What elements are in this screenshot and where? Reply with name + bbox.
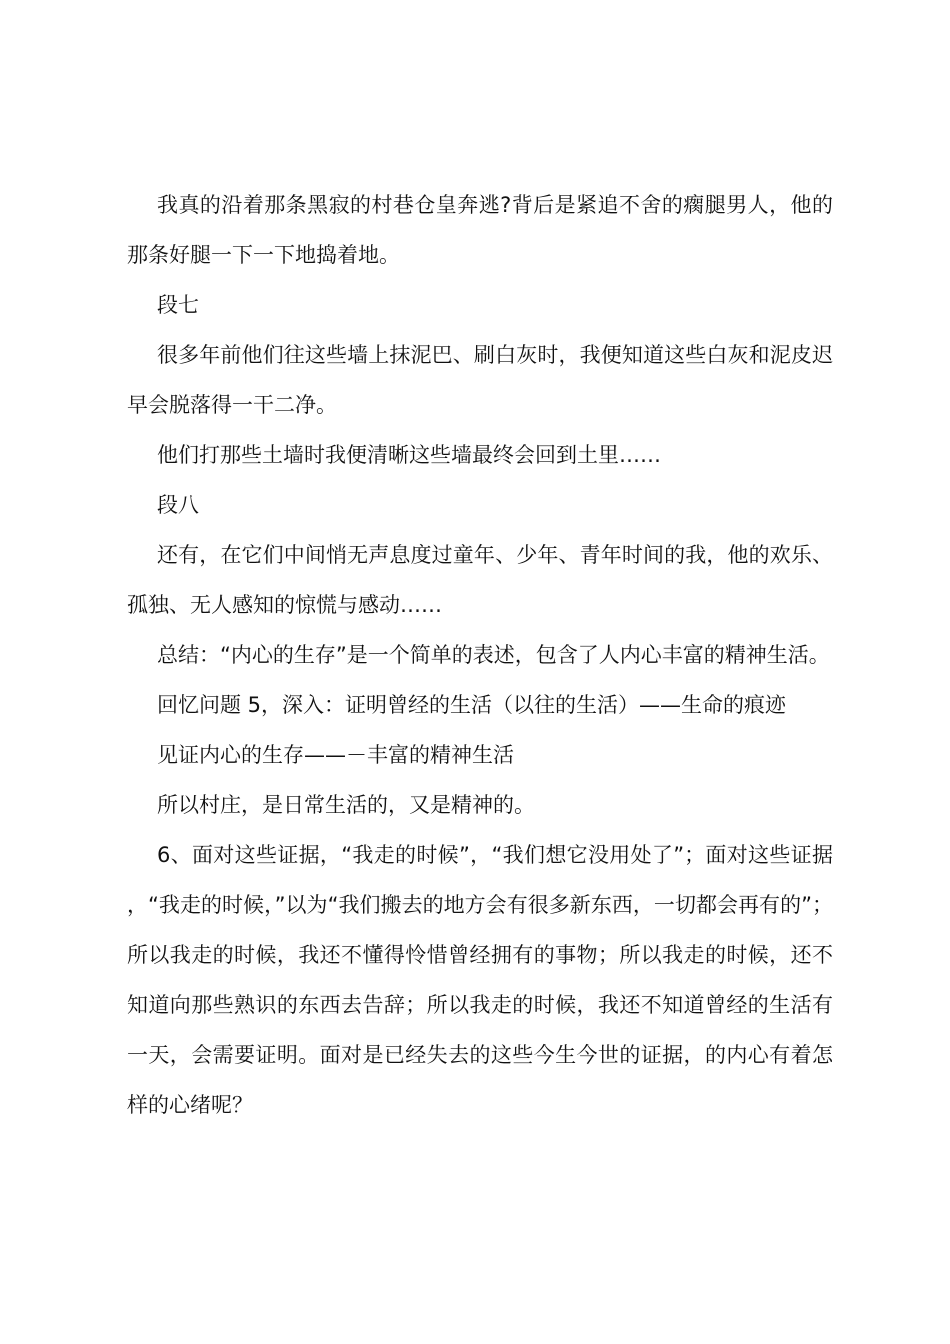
section-heading-seven: 段七	[157, 293, 199, 317]
paragraph-3: 他们打那些土墙时我便清晰这些墙最终会回到土里……	[157, 443, 661, 467]
village-paragraph: 所以村庄，是日常生活的，又是精神的。	[157, 793, 535, 817]
question-six-paragraph: 6、面对这些证据，“我走的时候”，“我们想它没用处了”；面对这些证据，“我走的时候，”以为“我们搬去的地方会有很多新东西，一切都会再有的”；所以我走的时候，我还不懂得怜惜曾经拥有的事物；所以我走的时候，还不知道向那些熟识的东西去告辞；所以我走的时候，我还不知道曾经的生活有一天，会需要证明。面对是已经失去的这些今生今世的证据，的内心有着怎样的心绪呢？	[127, 843, 833, 1117]
paragraph-1: 我真的沿着那条黑寂的村巷仓皇奔逃?背后是紧追不舍的瘸腿男人，他的那条好腿一下一下地捣着地。	[127, 193, 833, 267]
document-body	[127, 180, 833, 1130]
paragraph-2: 很多年前他们往这些墙上抹泥巴、刷白灰时，我便知道这些白灰和泥皮迟早会脱落得一干二净。	[127, 343, 833, 417]
summary-paragraph: 总结：“内心的生存”是一个简单的表述，包含了人内心丰富的精神生活。	[157, 643, 830, 667]
paragraph-4: 还有，在它们中间悄无声息度过童年、少年、青年时间的我，他的欢乐、孤独、无人感知的惊慌与感动……	[127, 543, 833, 617]
witness-paragraph: 见证内心的生存——－丰富的精神生活	[157, 743, 514, 767]
question-five-paragraph: 回忆问题 5，深入：证明曾经的生活（以往的生活）——生命的痕迹	[157, 693, 787, 717]
section-heading-eight: 段八	[157, 493, 199, 517]
